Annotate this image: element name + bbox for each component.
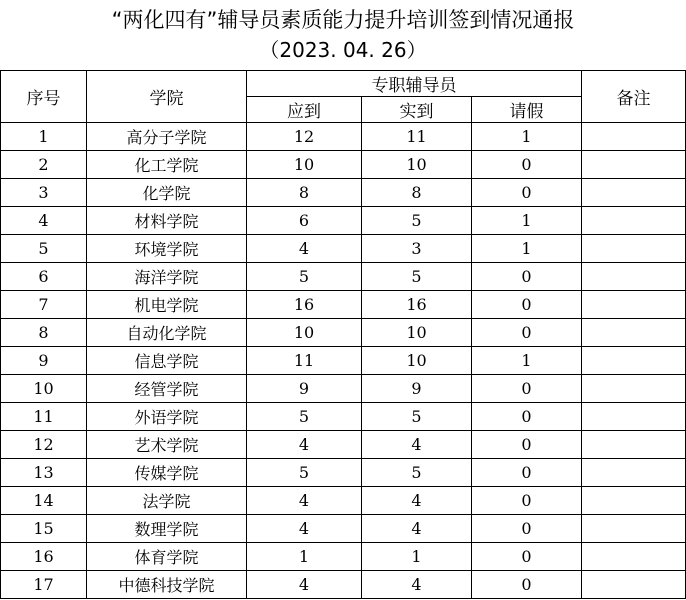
row-college: 经管学院 (87, 375, 247, 403)
row-leave: 1 (472, 235, 582, 263)
table-row (1, 179, 686, 207)
row-remarks (582, 179, 686, 207)
row-leave: 1 (472, 347, 582, 375)
document-date: （2023. 04. 26） (259, 38, 427, 62)
row-remarks (582, 403, 686, 431)
row-leave: 1 (472, 123, 582, 151)
row-expected: 5 (247, 459, 362, 487)
row-index: 5 (1, 235, 87, 263)
table-row (1, 487, 686, 515)
row-expected: 4 (247, 235, 362, 263)
table-row (1, 291, 686, 319)
row-index: 17 (1, 571, 87, 599)
row-college: 材料学院 (87, 207, 247, 235)
row-remarks (582, 571, 686, 599)
row-index: 6 (1, 263, 87, 291)
row-leave: 0 (472, 431, 582, 459)
row-actual: 10 (362, 347, 472, 375)
row-college: 自动化学院 (87, 319, 247, 347)
row-actual: 5 (362, 263, 472, 291)
row-expected: 5 (247, 263, 362, 291)
row-index: 9 (1, 347, 87, 375)
table-row (1, 515, 686, 543)
table-row (1, 403, 686, 431)
row-expected: 10 (247, 151, 362, 179)
row-remarks (582, 319, 686, 347)
table-row (1, 235, 686, 263)
row-index: 8 (1, 319, 87, 347)
row-leave: 0 (472, 263, 582, 291)
row-remarks (582, 515, 686, 543)
row-actual: 8 (362, 179, 472, 207)
row-leave: 0 (472, 403, 582, 431)
header-actual: 实到 (362, 97, 472, 123)
row-leave: 0 (472, 151, 582, 179)
row-index: 12 (1, 431, 87, 459)
row-actual: 11 (362, 123, 472, 151)
row-college: 中德科技学院 (87, 571, 247, 599)
row-college: 高分子学院 (87, 123, 247, 151)
row-actual: 10 (362, 319, 472, 347)
row-college: 环境学院 (87, 235, 247, 263)
row-index: 13 (1, 459, 87, 487)
row-expected: 16 (247, 291, 362, 319)
header-expected: 应到 (247, 97, 362, 123)
row-expected: 12 (247, 123, 362, 151)
row-leave: 0 (472, 291, 582, 319)
row-remarks (582, 487, 686, 515)
header-remarks: 备注 (582, 71, 686, 123)
row-remarks (582, 291, 686, 319)
row-expected: 9 (247, 375, 362, 403)
row-index: 11 (1, 403, 87, 431)
row-expected: 10 (247, 319, 362, 347)
row-index: 14 (1, 487, 87, 515)
table-row (1, 347, 686, 375)
row-expected: 5 (247, 403, 362, 431)
row-index: 3 (1, 179, 87, 207)
row-college: 艺术学院 (87, 431, 247, 459)
row-remarks (582, 151, 686, 179)
row-expected: 4 (247, 571, 362, 599)
header-college: 学院 (87, 71, 247, 123)
row-index: 10 (1, 375, 87, 403)
header-index: 序号 (1, 71, 87, 123)
header-leave: 请假 (472, 97, 582, 123)
document-title: “两化四有”辅导员素质能力提升培训签到情况通报 (111, 8, 575, 32)
row-college: 化工学院 (87, 151, 247, 179)
row-index: 15 (1, 515, 87, 543)
row-expected: 1 (247, 543, 362, 571)
row-leave: 0 (472, 571, 582, 599)
row-actual: 1 (362, 543, 472, 571)
table-row (1, 207, 686, 235)
row-actual: 4 (362, 571, 472, 599)
table-row (1, 151, 686, 179)
row-actual: 5 (362, 403, 472, 431)
row-actual: 10 (362, 151, 472, 179)
row-leave: 1 (472, 207, 582, 235)
row-remarks (582, 375, 686, 403)
header-fulltime-counselors: 专职辅导员 (247, 71, 582, 97)
row-index: 4 (1, 207, 87, 235)
row-college: 机电学院 (87, 291, 247, 319)
row-actual: 9 (362, 375, 472, 403)
row-expected: 6 (247, 207, 362, 235)
row-remarks (582, 431, 686, 459)
row-college: 数理学院 (87, 515, 247, 543)
row-leave: 0 (472, 487, 582, 515)
row-remarks (582, 459, 686, 487)
row-college: 外语学院 (87, 403, 247, 431)
row-leave: 0 (472, 319, 582, 347)
table-row (1, 319, 686, 347)
table-row (1, 459, 686, 487)
row-actual: 4 (362, 487, 472, 515)
row-expected: 8 (247, 179, 362, 207)
row-college: 法学院 (87, 487, 247, 515)
table-row (1, 263, 686, 291)
attendance-table (0, 70, 686, 599)
row-leave: 0 (472, 515, 582, 543)
table-row (1, 571, 686, 599)
row-actual: 16 (362, 291, 472, 319)
row-expected: 4 (247, 515, 362, 543)
table-row (1, 431, 686, 459)
row-college: 信息学院 (87, 347, 247, 375)
row-college: 传媒学院 (87, 459, 247, 487)
row-remarks (582, 123, 686, 151)
row-actual: 3 (362, 235, 472, 263)
row-college: 海洋学院 (87, 263, 247, 291)
row-remarks (582, 207, 686, 235)
row-expected: 4 (247, 487, 362, 515)
row-leave: 0 (472, 459, 582, 487)
row-leave: 0 (472, 179, 582, 207)
row-expected: 4 (247, 431, 362, 459)
row-college: 化学院 (87, 179, 247, 207)
row-remarks (582, 235, 686, 263)
row-index: 7 (1, 291, 87, 319)
row-remarks (582, 543, 686, 571)
row-college: 体育学院 (87, 543, 247, 571)
row-remarks (582, 347, 686, 375)
row-expected: 11 (247, 347, 362, 375)
row-leave: 0 (472, 543, 582, 571)
table-body (1, 123, 686, 599)
table-row (1, 375, 686, 403)
row-index: 2 (1, 151, 87, 179)
row-actual: 4 (362, 515, 472, 543)
row-leave: 0 (472, 375, 582, 403)
table-row (1, 543, 686, 571)
row-actual: 4 (362, 431, 472, 459)
row-index: 16 (1, 543, 87, 571)
row-remarks (582, 263, 686, 291)
table-row (1, 123, 686, 151)
row-actual: 5 (362, 459, 472, 487)
row-index: 1 (1, 123, 87, 151)
row-actual: 5 (362, 207, 472, 235)
